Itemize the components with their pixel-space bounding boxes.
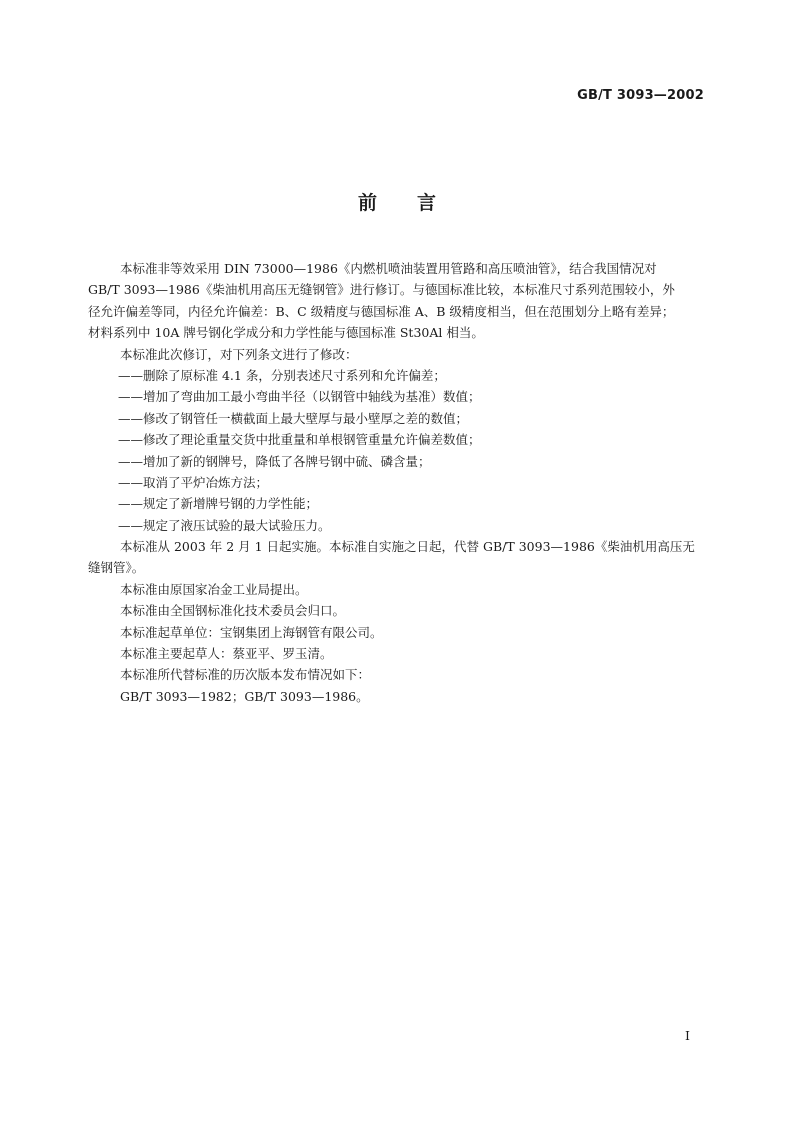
revision-item: ——增加了弯曲加工最小弯曲半径（以钢管中轴线为基准）数值； [118,389,481,405]
paragraph-1-line-4: 材料系列中 10A 牌号钢化学成分和力学性能与德国标准 St30Al 相当。 [88,325,484,341]
paragraph-3-line-2: 缝钢管》。 [88,560,145,576]
paragraph-1-line-1: 本标准非等效采用 DIN 73000—1986《内燃机喷油装置用管路和高压喷油管》，结合我国情况对 [120,261,657,276]
preface-body [88,258,708,707]
revision-item: ——取消了平炉冶炼方法； [118,474,269,490]
paragraph-2-intro: 本标准此次修订，对下列条文进行了修改： [120,346,358,362]
paragraph-drafting-unit: 本标准起草单位：宝钢集团上海钢管有限公司。 [120,624,383,640]
paragraph-3-line-1: 本标准从 2003 年 2 月 1 日起实施。本标准自实施之日起，代替 GB/T 3093—1986《柴油机用高压无 [120,539,695,555]
paragraph-history-versions: GB/T 3093—1982；GB/T 3093—1986。 [120,688,369,704]
revision-item: ——删除了原标准 4.1 条，分别表述尺寸系列和允许偏差； [118,367,446,383]
paragraph-committee: 本标准由全国钢标准化技术委员会归口。 [120,603,346,619]
page-number: I [685,1028,690,1043]
paragraph-drafters: 本标准主要起草人：蔡亚平、罗玉清。 [120,646,333,662]
paragraph-1-line-2: GB/T 3093—1986《柴油机用高压无缝钢管》进行修订。与德国标准比较，本标准尺寸系列范围较小，外 [88,282,675,298]
revision-item: ——规定了液压试验的最大试验压力。 [118,517,331,533]
revision-item: ——修改了理论重量交货中批重量和单根钢管重量允许偏差数值； [118,432,481,448]
revision-item: ——修改了钢管任一横截面上最大壁厚与最小壁厚之差的数值； [118,410,469,426]
page-title: 前言 [357,192,476,214]
paragraph-proposer: 本标准由原国家冶金工业局提出。 [120,581,308,597]
paragraph-history-intro: 本标准所代替标准的历次版本发布情况如下： [120,667,371,683]
revision-item: ——增加了新的钢牌号，降低了各牌号钢中硫、磷含量； [118,453,431,469]
standard-code-header: GB/T 3093—2002 [577,88,704,103]
revision-item: ——规定了新增牌号钢的力学性能； [118,496,319,512]
paragraph-1-line-3: 径允许偏差等同，内径允许偏差：B、C 级精度与德国标准 A、B 级精度相当，但在范围划分上略有差异； [88,303,675,319]
